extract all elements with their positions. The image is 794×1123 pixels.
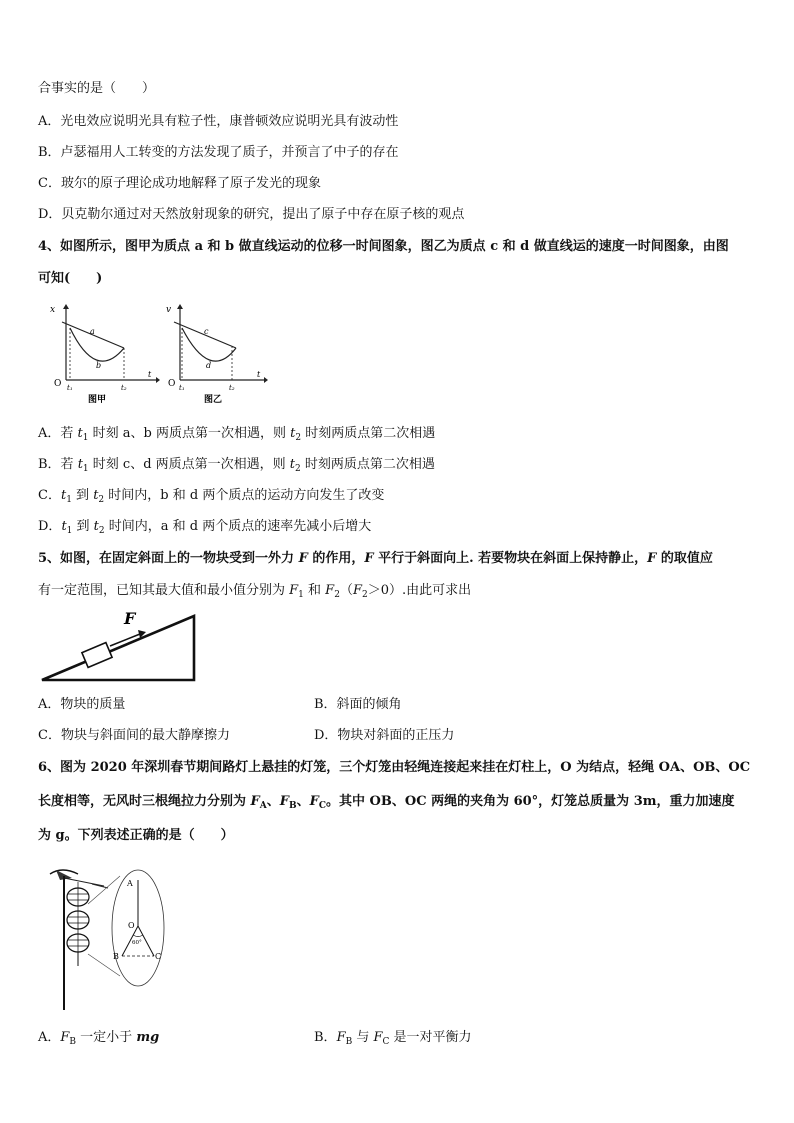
q4-fig-jia-t: t bbox=[148, 370, 152, 379]
q5-option-d: D．物块对斜面的正压力 bbox=[314, 728, 455, 743]
q3-option-c: C．玻尔的原子理论成功地解释了原子发光的现象 bbox=[38, 176, 321, 191]
q4-option-b: B．若 $t_1$ 时刻 c、d 两质点第一次相遇，则 $t_2$ 时刻两质点第二次相遇 bbox=[38, 457, 435, 474]
q5-option-b: B．斜面的倾角 bbox=[314, 697, 402, 712]
q6-option-b: B．$F_B$ 与 $F_C$ 是一对平衡力 bbox=[314, 1030, 472, 1047]
q4-fig-yi-t1: t₁ bbox=[179, 384, 185, 392]
q4-fig-yi-caption: 图乙 bbox=[204, 395, 223, 405]
q6-option-a: A．$F_B$ 一定小于 mg bbox=[38, 1030, 160, 1047]
q6-fig-point-c: C bbox=[155, 952, 162, 961]
q5-force-label: F bbox=[124, 610, 136, 628]
q4-fig-jia-ylabel: x bbox=[50, 305, 56, 315]
q6-fig-point-o: O bbox=[128, 921, 135, 930]
q4-fig-yi-ylabel: v bbox=[166, 305, 172, 315]
q4-fig-jia-label-b: b bbox=[96, 361, 102, 370]
q4-option-c: C．$t_1$ 到 $t_2$ 时间内，b 和 d 两个质点的运动方向发生了改变 bbox=[38, 488, 385, 505]
q4-figure-jia bbox=[40, 300, 160, 410]
q6-fig-angle: 60° bbox=[132, 940, 142, 946]
q4-fig-yi-origin: O bbox=[168, 379, 176, 389]
q5-option-c: C．物块与斜面间的最大静摩擦力 bbox=[38, 728, 230, 743]
q4-fig-yi-label-c: c bbox=[204, 327, 209, 336]
q6-fig-point-a: A bbox=[127, 879, 133, 888]
q6-stem-line2: 长度相等，无风时三根绳拉力分别为 $F_A$、$F_B$、$F_C$。其中 OB、OC 两绳的夹角为 60°，灯笼总质量为 3m，重力加速度 bbox=[38, 794, 735, 811]
q4-fig-jia-label-a: a bbox=[90, 327, 95, 336]
q3-option-d: D．贝克勒尔通过对天然放射现象的研究，提出了原子中存在原子核的观点 bbox=[38, 207, 465, 222]
q6-lantern-figure bbox=[38, 864, 178, 1018]
q3-stem-tail: 合事实的是（ ） bbox=[38, 81, 156, 96]
q6-stem-line1: 6、图为 2020 年深圳春节期间路灯上悬挂的灯笼，三个灯笼由轻绳连接起来挂在灯柱上，O 为结点，轻绳 OA、OB、OC bbox=[38, 760, 751, 775]
q4-option-d: D．$t_1$ 到 $t_2$ 时间内，a 和 d 两个质点的速率先减小后增大 bbox=[38, 519, 372, 536]
q4-figure-yi bbox=[160, 300, 270, 410]
q4-fig-yi-label-d: d bbox=[206, 361, 212, 370]
q5-option-a: A．物块的质量 bbox=[38, 697, 126, 712]
q3-option-b: B．卢瑟福用人工转变的方法发现了质子，并预言了中子的存在 bbox=[38, 145, 399, 160]
q5-stem-line2: 有一定范围，已知其最大值和最小值分别为 $F_1$ 和 $F_2(F_2>0)$.由此可求出 bbox=[38, 583, 472, 600]
q6-stem-line3: 为 g。下列表述正确的是（ ） bbox=[38, 828, 234, 843]
q4-stem-line1: 4、如图所示，图甲为质点 a 和 b 做直线运动的位移一时间图象，图乙为质点 c 和 d 做直线运的速度一时间图象，由图 bbox=[38, 239, 729, 254]
q4-fig-jia-t2: t₂ bbox=[121, 384, 127, 392]
q4-fig-jia-origin: O bbox=[54, 379, 62, 389]
q4-fig-yi-t2: t₂ bbox=[229, 384, 235, 392]
q5-incline-figure bbox=[36, 610, 200, 690]
q6-fig-point-b: B bbox=[113, 952, 119, 961]
q4-option-a: A．若 $t_1$ 时刻 a、b 两质点第一次相遇，则 $t_2$ 时刻两质点第二次相遇 bbox=[38, 426, 436, 443]
q4-fig-yi-t: t bbox=[257, 370, 261, 379]
q5-stem-line1: 5、如图，在固定斜面上的一物块受到一外力 F 的作用，F 平行于斜面向上. 若要物块在斜面上保持静止，F 的取值应 bbox=[38, 551, 713, 566]
q4-stem-line2: 可知( ) bbox=[38, 271, 103, 286]
q4-fig-jia-caption: 图甲 bbox=[88, 395, 107, 405]
q3-option-a: A．光电效应说明光具有粒子性，康普顿效应说明光具有波动性 bbox=[38, 114, 399, 129]
q4-fig-jia-t1: t₁ bbox=[67, 384, 73, 392]
